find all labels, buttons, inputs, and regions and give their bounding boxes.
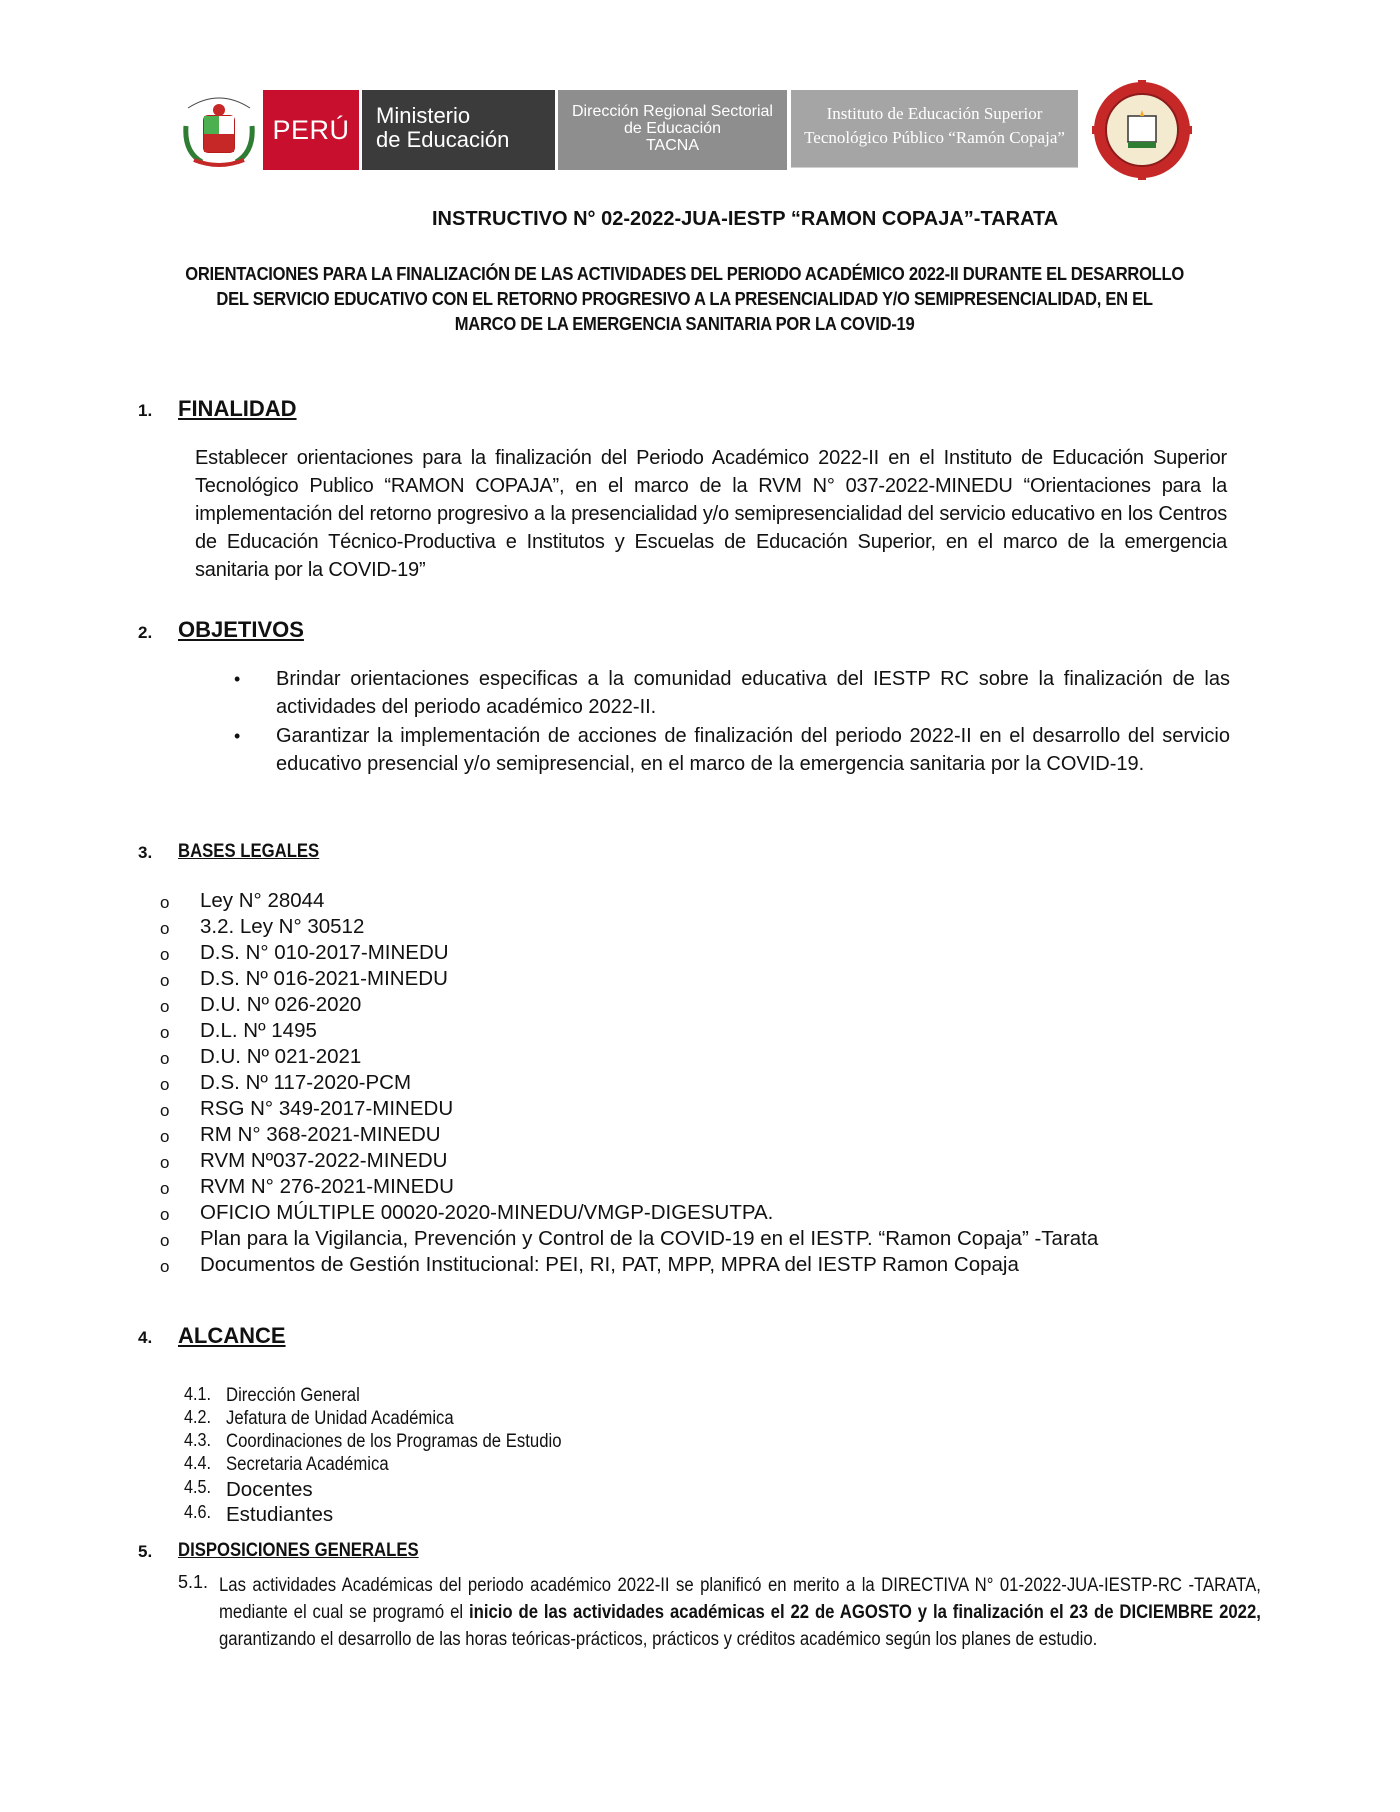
section-4-title: ALCANCE <box>178 1323 286 1348</box>
legal-item-text: Documentos de Gestión Institucional: PEI, RI, PAT, MPP, MPRA del IESTP Ramon Copaja <box>200 1253 1019 1276</box>
document-title: INSTRUCTIVO N° 02-2022-JUA-IESTP “RAMON COPAJA”-TARATA <box>432 208 1059 230</box>
circle-bullet-icon: o <box>160 1101 170 1120</box>
institute-line-2: Tecnológico Público “Ramón Copaja” <box>804 128 1065 147</box>
list-item <box>184 1477 607 1502</box>
section-2-number: 2. <box>138 623 153 642</box>
dre-tacna-logo <box>558 90 787 170</box>
ministry-line-2: de Educación <box>376 127 510 152</box>
circle-bullet-icon: o <box>160 919 170 938</box>
disposition-text-b: garantizando el desarrollo de las horas teóricas-prácticos, prácticos y créditos académico según los planes de estudio. <box>219 1629 1098 1650</box>
scope-list <box>184 1384 607 1527</box>
disposition-text-bold: inicio de las actividades académicas el 22 de AGOSTO y la finalización el 23 de DICIEMBRE 2022, <box>468 1602 1261 1623</box>
circle-bullet-icon: o <box>160 1023 170 1042</box>
list-item <box>160 1252 1098 1278</box>
objective-text: Brindar orientaciones especificas a la comunidad educativa del IESTP RC sobre la finalización de las actividades del periodo académico 2022-II. <box>276 668 1230 718</box>
scope-item-number: 4.1. <box>184 1384 212 1404</box>
section-1-paragraph: Establecer orientaciones para la finalización del Periodo Académico 2022-II en el Instituto de Educación Superior Tecnológico Publico “RAMON COPAJA”, en el marco de la RVM N° 037-2022-MINEDU “Orientaciones para la implementación del retorno progresivo a la presencialidad y/o semipresencialidad del servicio educativo en los Centros de Educación Técnico-Productiva e Institutos y Escuelas de Educación Superior, en el marco de la emergencia sanitaria por la COVID-19” <box>195 447 1227 581</box>
scope-item-text: Jefatura de Unidad Académica <box>226 1408 454 1429</box>
legal-item-text: RM N° 368-2021-MINEDU <box>200 1123 441 1146</box>
list-item <box>184 1453 607 1477</box>
dre-line-2: de Educación <box>624 120 721 137</box>
legal-item-text: RVM Nº037-2022-MINEDU <box>200 1149 448 1172</box>
section-1-number: 1. <box>138 401 153 420</box>
legal-item-text: D.S. Nº 016-2021-MINEDU <box>200 967 448 990</box>
scope-item-text: Docentes <box>226 1478 313 1501</box>
subtitle-line-3: MARCO DE LA EMERGENCIA SANITARIA POR LA COVID-19 <box>454 314 915 334</box>
disposition-text <box>219 1572 1261 1653</box>
circle-bullet-icon: o <box>160 1049 170 1068</box>
scope-item-number: 4.4. <box>184 1453 212 1473</box>
list-item <box>160 992 1098 1018</box>
circle-bullet-icon: o <box>160 1231 170 1250</box>
peru-coat-of-arms-icon <box>180 86 258 168</box>
section-5-number: 5. <box>138 1542 153 1561</box>
list-item <box>226 722 1230 778</box>
legal-item-text: RSG N° 349-2017-MINEDU <box>200 1097 454 1120</box>
list-item <box>160 888 1098 914</box>
scope-item-number: 4.2. <box>184 1407 212 1427</box>
bullet-icon: • <box>234 669 241 689</box>
section-4-number: 4. <box>138 1328 153 1347</box>
scope-item-number: 4.5. <box>184 1477 212 1497</box>
list-item <box>160 1122 1098 1148</box>
circle-bullet-icon: o <box>160 1179 170 1198</box>
list-item <box>160 1018 1098 1044</box>
scope-item-number: 4.6. <box>184 1502 212 1522</box>
legal-item-text: D.S. Nº 117-2020-PCM <box>200 1071 412 1094</box>
scope-item-text: Coordinaciones de los Programas de Estudio <box>226 1431 562 1452</box>
institute-line-1: Instituto de Educación Superior <box>826 104 1043 123</box>
subtitle-line-2: DEL SERVICIO EDUCATIVO CON EL RETORNO PROGRESIVO A LA PRESENCIALIDAD Y/O SEMIPRESENCIALIDAD, EN EL <box>216 289 1153 309</box>
subtitle-line-1: ORIENTACIONES PARA LA FINALIZACIÓN DE LAS ACTIVIDADES DEL PERIODO ACADÉMICO 2022-II DURANTE EL DESARROLLO <box>185 264 1184 284</box>
list-item <box>160 1148 1098 1174</box>
ministry-logo <box>362 90 555 170</box>
circle-bullet-icon: o <box>160 1257 170 1276</box>
section-2-title: OBJETIVOS <box>178 617 304 642</box>
circle-bullet-icon: o <box>160 1127 170 1146</box>
list-item <box>160 1070 1098 1096</box>
institute-emblem-icon <box>1088 80 1196 180</box>
objectives-list <box>226 665 1230 779</box>
circle-bullet-icon: o <box>160 1153 170 1172</box>
circle-bullet-icon: o <box>160 971 170 990</box>
objective-text: Garantizar la implementación de acciones de finalización del periodo 2022-II en el desarrollo del servicio educativo presencial y/o semipresencial, en el marco de la emergencia sanitaria por la COVID-19. <box>276 725 1230 775</box>
circle-bullet-icon: o <box>160 945 170 964</box>
ministry-line-1: Ministerio <box>376 103 471 128</box>
circle-bullet-icon: o <box>160 893 170 912</box>
list-item <box>184 1407 607 1430</box>
list-item <box>184 1430 607 1453</box>
circle-bullet-icon: o <box>160 997 170 1016</box>
legal-item-text: RVM N° 276-2021-MINEDU <box>200 1175 454 1198</box>
disposition-number: 5.1. <box>178 1572 209 1592</box>
list-item <box>184 1384 607 1407</box>
dre-line-1: Dirección Regional Sectorial <box>572 103 773 120</box>
legal-item-text: D.U. Nº 026-2020 <box>200 993 362 1016</box>
list-item <box>160 1174 1098 1200</box>
legal-item-text: OFICIO MÚLTIPLE 00020-2020-MINEDU/VMGP-DIGESUTPA. <box>200 1201 774 1224</box>
disposition-text-a: Las actividades Académicas del periodo académico 2022-II se planificó en merito a la DIRECTIVA N° 01-2022-JUA-IESTP-RC -TARATA, mediante el cual se programó el <box>219 1575 1261 1623</box>
circle-bullet-icon: o <box>160 1075 170 1094</box>
legal-item-text: Plan para la Vigilancia, Prevención y Control de la COVID-19 en el IESTP. “Ramon Copaja” -Tarata <box>200 1227 1099 1250</box>
list-item <box>184 1502 607 1527</box>
scope-item-text: Secretaria Académica <box>226 1454 389 1475</box>
circle-bullet-icon: o <box>160 1205 170 1224</box>
list-item <box>160 1200 1098 1226</box>
legal-item-text: D.U. Nº 021-2021 <box>200 1045 362 1068</box>
scope-item-text: Estudiantes <box>226 1503 334 1526</box>
list-item <box>160 1226 1098 1252</box>
list-item <box>226 665 1230 721</box>
section-3-title: BASES LEGALES <box>178 841 320 862</box>
list-item <box>160 1096 1098 1122</box>
list-item <box>160 1044 1098 1070</box>
section-3-number: 3. <box>138 843 153 862</box>
list-item <box>160 914 1098 940</box>
legal-item-text: D.S. N° 010-2017-MINEDU <box>200 941 449 964</box>
list-item <box>160 966 1098 992</box>
scope-item-text: Dirección General <box>226 1385 360 1406</box>
legal-item-text: 3.2. Ley N° 30512 <box>200 915 365 938</box>
section-5-title: DISPOSICIONES GENERALES <box>178 1540 419 1561</box>
legal-item-text: Ley N° 28044 <box>200 889 325 912</box>
document-subtitle <box>82 262 1287 337</box>
bullet-icon: • <box>234 726 241 746</box>
institute-logo <box>791 90 1078 168</box>
dre-line-3: TACNA <box>645 137 700 154</box>
section-1-title: FINALIDAD <box>178 396 297 421</box>
list-item <box>160 940 1098 966</box>
legal-item-text: D.L. Nº 1495 <box>200 1019 317 1042</box>
legal-bases-list <box>160 888 1098 1278</box>
peru-logo: PERÚ <box>263 90 359 170</box>
scope-item-number: 4.3. <box>184 1430 212 1450</box>
